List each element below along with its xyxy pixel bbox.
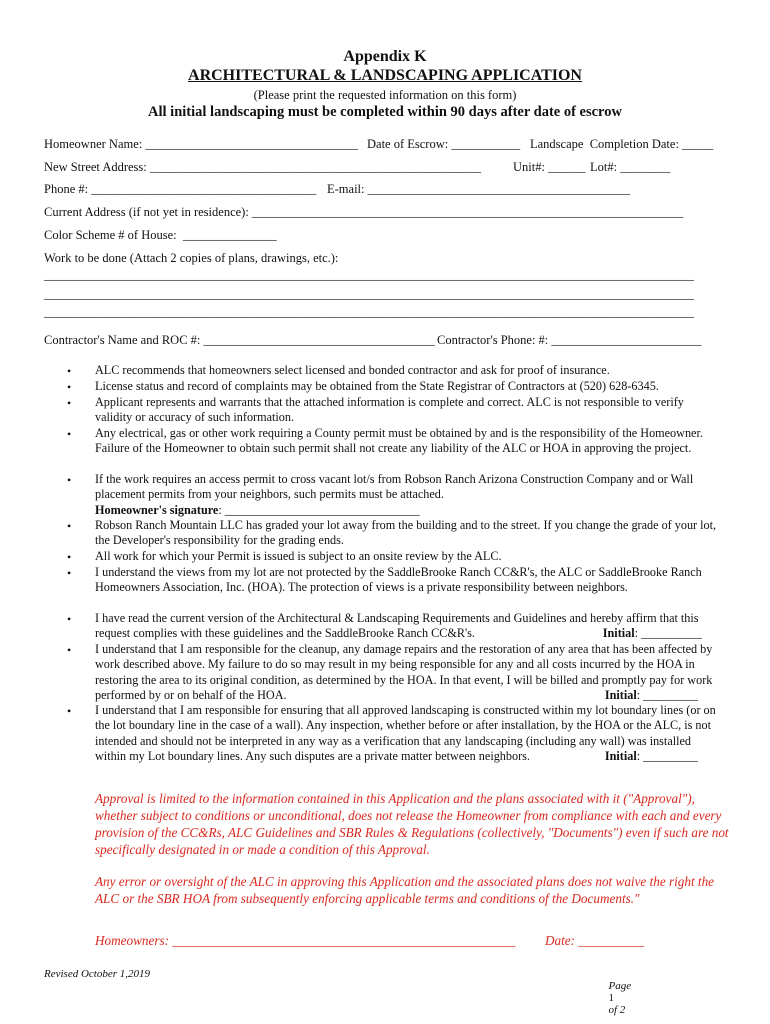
bullet-item: I understand the views from my lot are not protected by the SaddleBrooke Ranch CC&R's, the ALC or SaddleBrooke Ranch Homeowners Association, Inc. (HOA). The protection of views is a private responsibility between neighbors. [95,565,702,595]
bullet-item: Applicant represents and warrants that the attached information is complete and correct. ALC is not responsible to verify validity or accuracy of such information. [95,395,684,425]
bullet-text: I have read the current version of the Architectural & Landscaping Requirements and Guidelines and hereby affirm that this request complies with these guidelines and the SaddleBrooke Ranch CC&R's. [95,611,699,641]
bullet-dot: • [67,643,72,657]
revision-date: Revised October 1,2019 [44,968,150,980]
bullet-item [95,472,720,518]
current-address-field[interactable]: Current Address (if not yet in residence): _____________________________________________________________________ [44,205,684,219]
signature-label: Homeowner's signature [95,502,219,517]
lot-field[interactable]: Lot#: ________ [590,160,671,174]
bullet-item [95,642,720,704]
bullet-text: I understand that I am responsible for ensuring that all approved landscaping is constructed within my lot boundary lines (or on the lot boundary line in the case of a wall). Any inspection, whether before or after installation, by the HOA or the ALC, is not intended and should not be interpreted in any way as a verification that any landscaping (including any wall) was installed within my Lot boundary lines. Any such disputes are a private matter between neighbors. [95,703,716,764]
bullet-dot: • [67,473,72,487]
page-label: Page [608,980,632,992]
page-current: 1 [608,992,614,1004]
contractor-phone-field[interactable]: Contractor's Phone: #: ________________________ [437,333,702,347]
bullet-item: ALC recommends that homeowners select licensed and bonded contractor and ask for proof of insurance. [95,363,610,377]
bullet-item: Any electrical, gas or other work requiring a County permit must be obtained by and is the responsibility of the Homeowner. Failure of the Homeowner to obtain such permit shall not create any liability of the ALC or HOA in approving the project. [95,426,703,456]
bullet-item: Robson Ranch Mountain LLC has graded your lot away from the building and to the street. If you change the grade of your lot, the Developer's responsibility for the grading ends. [95,518,717,548]
initial-line[interactable]: : _________ [636,688,698,703]
landscape-completion-field[interactable]: Landscape Completion Date: _____ [530,137,714,151]
initial-label: Initial [604,749,637,764]
appendix-label: Appendix K [343,48,427,65]
contractor-name-field[interactable]: Contractor's Name and ROC #: _____________________________________ [44,333,435,347]
bullet-dot: • [67,380,72,394]
bullet-item: License status and record of complaints may be obtained from the State Registrar of Contractors at (520) 628-6345. [95,379,659,393]
signature-line[interactable]: : ________________________________ [218,502,420,517]
bullet-dot: • [67,566,72,580]
initial-label: Initial [604,688,637,703]
initial-line[interactable]: : __________ [634,626,702,641]
homeowner-name-field[interactable]: Homeowner Name: __________________________________ [44,137,358,151]
unit-field[interactable]: Unit#: ______ [513,160,586,174]
work-line-2[interactable]: ________________________________________________________________________________________________________ [44,287,694,301]
date-of-escrow-field[interactable]: Date of Escrow: ___________ [367,137,521,151]
bullet-dot: • [67,396,72,410]
approval-paragraph: Approval is limited to the information contained in this Application and the plans associated with it ("Approval"), whether subject to conditions or unconditional, does not release the Homeowner from compliance with each and every provision of the CC&Rs, ALC Guidelines and SBR Rules & Regulations (collectively, "Documents") even if such are not specifically designated in or made a condition of this Approval. [95,791,729,857]
bullet-dot: • [67,364,72,378]
bullet-dot: • [67,427,72,441]
work-to-be-done-label: Work to be done (Attach 2 copies of plans, drawings, etc.): [44,251,339,265]
page-number [603,968,631,1016]
instruction-text: (Please print the requested information on this form) [253,88,517,102]
bullet-item [95,703,720,765]
color-scheme-field[interactable]: Color Scheme # of House: _______________ [44,228,277,242]
deadline-text: All initial landscaping must be completed within 90 days after date of escrow [148,104,622,120]
work-line-3[interactable]: ________________________________________________________________________________________________________ [44,305,694,319]
bullet-dot: • [67,612,72,626]
bullet-item: All work for which your Permit is issued is subject to an onsite review by the ALC. [95,549,502,563]
initial-label: Initial [602,626,635,641]
bullet-dot: • [67,550,72,564]
approval-waiver-paragraph: Any error or oversight of the ALC in approving this Application and the associated plans does not waive the right the ALC or the SBR HOA from subsequently enforcing applicable terms and conditions of the Documents." [95,874,715,906]
bullet-dot: • [67,704,72,718]
page-title: ARCHITECTURAL & LANDSCAPING APPLICATION [188,67,582,84]
homeowners-signature-field[interactable]: Homeowners: ____________________________________________________ [95,933,516,948]
bullet-item [95,611,720,642]
phone-field[interactable]: Phone #: ____________________________________ [44,182,317,196]
bullet-text: I understand that I am responsible for the cleanup, any damage repairs and the restoration of any area that has been affected by work described above. My failure to do so may result in my being responsible for any and all costs incurred by the HOA in restoring the area to its original condition, as determined by the HOA. In that event, I will be billed and promptly pay for work performed by or on behalf of the HOA. [95,642,713,703]
bullet-dot: • [67,519,72,533]
email-field[interactable]: E-mail: __________________________________________ [327,182,631,196]
street-address-field[interactable]: New Street Address: _____________________________________________________ [44,160,482,174]
date-field[interactable]: Date: __________ [545,933,645,948]
work-line-1[interactable]: ________________________________________________________________________________________________________ [44,268,694,282]
bullet-text: If the work requires an access permit to cross vacant lot/s from Robson Ranch Arizona Construction Company and or Wall placement permits from your neighbors, such permits must be attached. [95,472,694,502]
page-total: of 2 [608,1004,626,1016]
initial-line[interactable]: : _________ [636,749,698,764]
